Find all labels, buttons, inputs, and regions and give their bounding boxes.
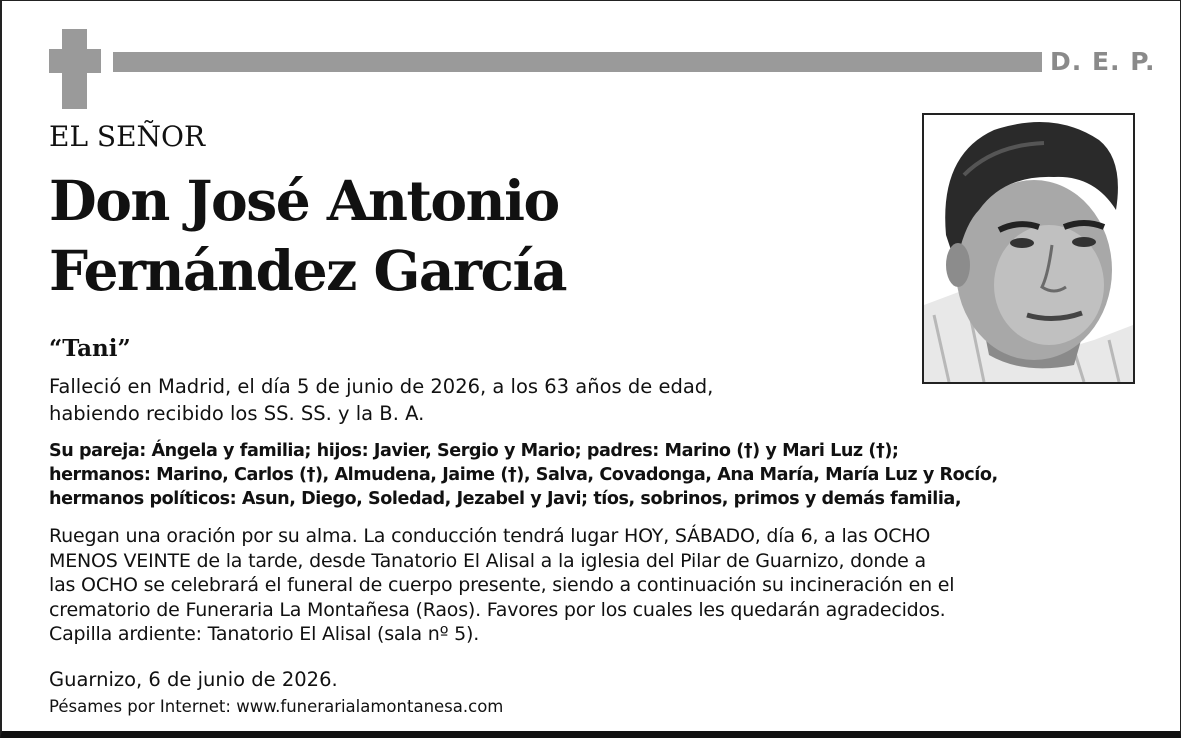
family-line: hermanos: Marino, Carlos (†), Almudena, Jaime (†), Salva, Covadonga, Ana María, María Luz y Rocío,	[49, 465, 998, 485]
ceremony-line: MENOS VEINTE de la tarde, desde Tanatorio El Alisal a la iglesia del Pilar de Guarnizo, donde a	[49, 549, 926, 572]
family-line: Su pareja: Ángela y familia; hijos: Javier, Sergio y Mario; padres: Marino (†) y Mari Luz (†);	[49, 441, 899, 461]
condolences-website[interactable]: Pésames por Internet: www.funerarialamontanesa.com	[49, 697, 504, 716]
family-list	[49, 439, 998, 511]
place-date: Guarnizo, 6 de junio de 2026.	[49, 668, 338, 691]
name-line-2: Fernández García	[49, 238, 567, 303]
family-line: hermanos políticos: Asun, Diego, Soledad, Jezabel y Javi; tíos, sobrinos, primos y demás familia,	[49, 489, 962, 509]
ceremony-line: Ruegan una oración por su alma. La conducción tendrá lugar HOY, SÁBADO, día 6, a las OCHO	[49, 525, 931, 547]
ceremony-line: crematorio de Funeraria La Montañesa (Raos). Favores por los cuales les quedarán agradecidos.	[49, 598, 946, 621]
ceremony-line: las OCHO se celebrará el funeral de cuerpo presente, siendo a continuación su incineración en el	[49, 574, 955, 596]
ceremony-line: Capilla ardiente: Tanatorio El Alisal (sala nº 5).	[49, 623, 480, 645]
deceased-name	[49, 166, 566, 306]
ceremony-details	[49, 524, 954, 647]
nickname: “Tani”	[49, 335, 131, 362]
death-notice-line: habiendo recibido los SS. SS. y la B. A.	[49, 402, 425, 425]
death-notice	[49, 373, 869, 427]
honorific: EL SEÑOR	[49, 120, 206, 153]
dep-label: D. E. P.	[1050, 47, 1156, 76]
portrait-photo	[922, 113, 1135, 384]
header-rule	[113, 52, 1042, 72]
name-line-1: Don José Antonio	[49, 168, 559, 233]
death-notice-line: Falleció en Madrid, el día 5 de junio de 2026, a los 63 años de edad,	[49, 375, 714, 398]
latin-cross-icon	[49, 29, 101, 109]
